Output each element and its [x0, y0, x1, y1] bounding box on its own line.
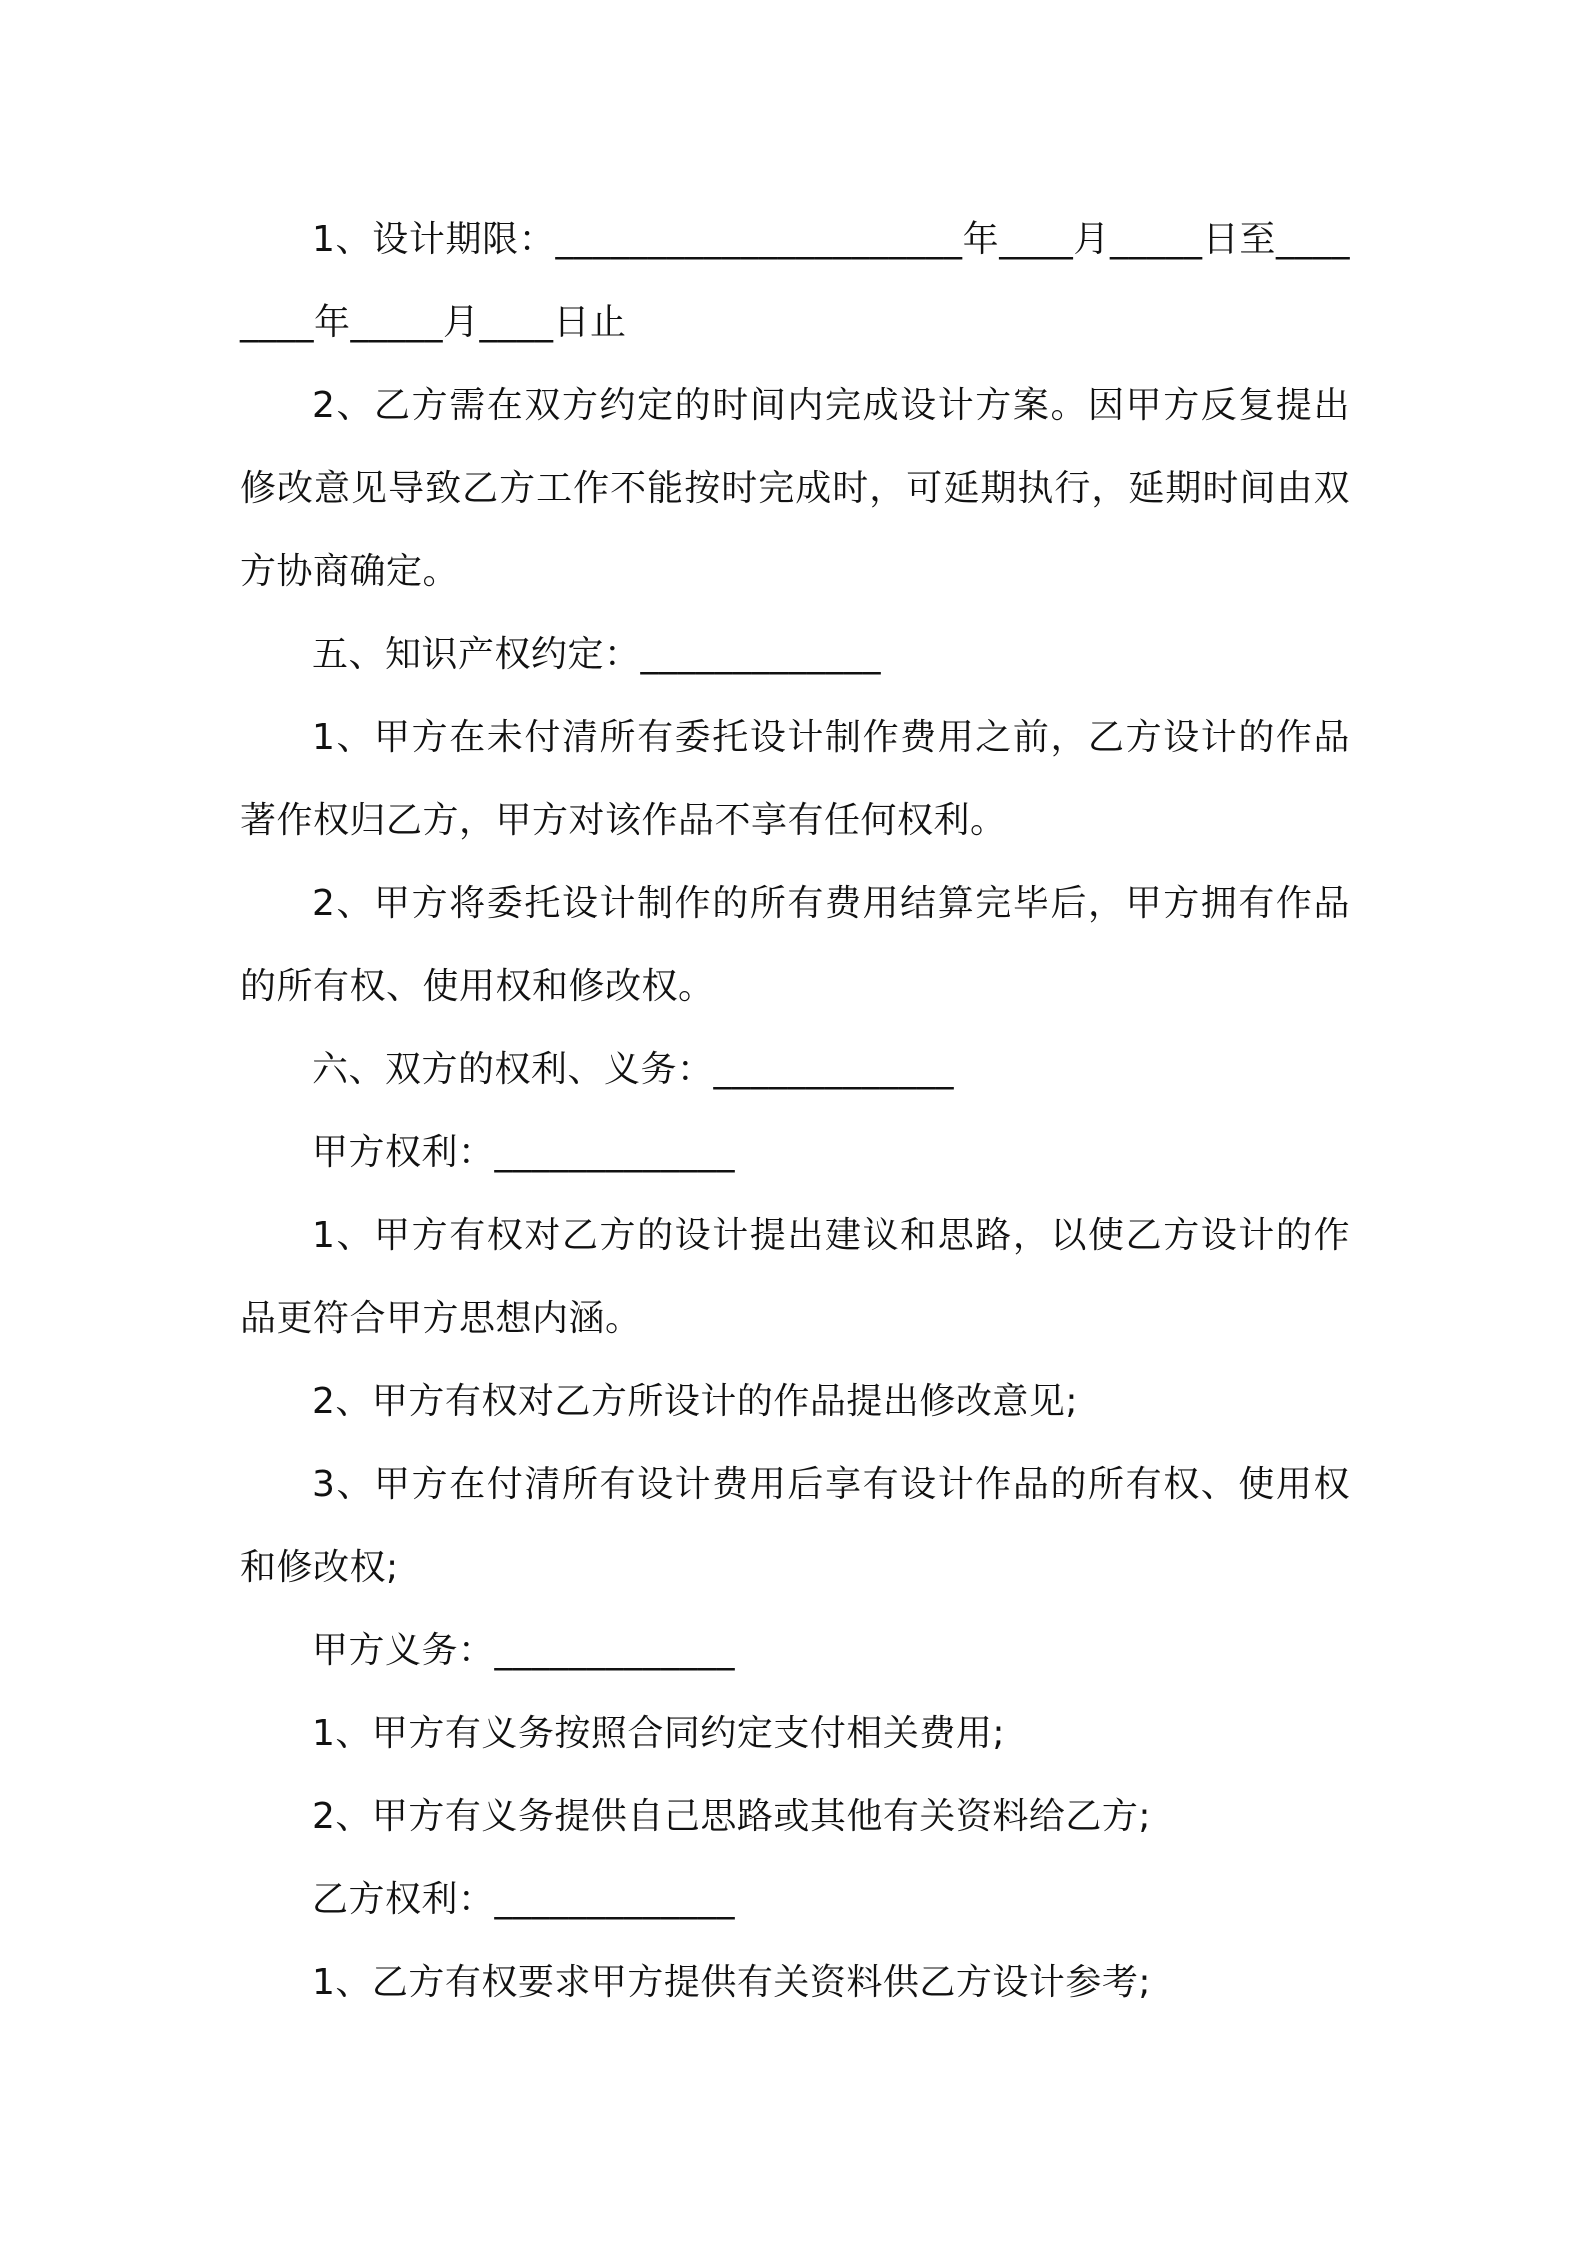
party-a-duty-1: 1、甲方有义务按照合同约定支付相关费用; — [312, 1713, 1006, 1754]
design-term-clause: 1、设计期限：______________________年____月_____日至________年_____月____日止 — [240, 219, 1350, 343]
party-a-duty-2: 2、甲方有义务提供自己思路或其他有关资料给乙方; — [312, 1796, 1152, 1837]
design-deadline-clause: 2、乙方需在双方约定的时间内完成设计方案。因甲方反复提出修改意见导致乙方工作不能按时完成时，可延期执行，延期时间由双方协商确定。 — [240, 385, 1350, 592]
party-a-right-2: 2、甲方有权对乙方所设计的作品提出修改意见; — [312, 1381, 1079, 1422]
rights-duties-heading: 六、双方的权利、义务：_____________ — [312, 1049, 955, 1090]
party-a-right-1: 1、甲方有权对乙方的设计提出建议和思路，以使乙方设计的作品更符合甲方思想内涵。 — [240, 1215, 1350, 1339]
ip-clause-1: 1、甲方在未付清所有委托设计制作费用之前，乙方设计的作品著作权归乙方，甲方对该作品不享有任何权利。 — [240, 717, 1350, 841]
party-a-duties-heading: 甲方义务：_____________ — [312, 1630, 736, 1671]
party-b-rights-heading: 乙方权利：_____________ — [312, 1879, 736, 1920]
ip-section-heading: 五、知识产权约定：_____________ — [312, 634, 882, 675]
ip-clause-2: 2、甲方将委托设计制作的所有费用结算完毕后，甲方拥有作品的所有权、使用权和修改权。 — [240, 883, 1350, 1007]
party-b-right-1: 1、乙方有权要求甲方提供有关资料供乙方设计参考; — [312, 1962, 1152, 2003]
document-page — [240, 198, 1350, 2024]
party-a-rights-heading: 甲方权利：_____________ — [312, 1132, 736, 1173]
party-a-right-3: 3、甲方在付清所有设计费用后享有设计作品的所有权、使用权和修改权; — [240, 1464, 1350, 1588]
